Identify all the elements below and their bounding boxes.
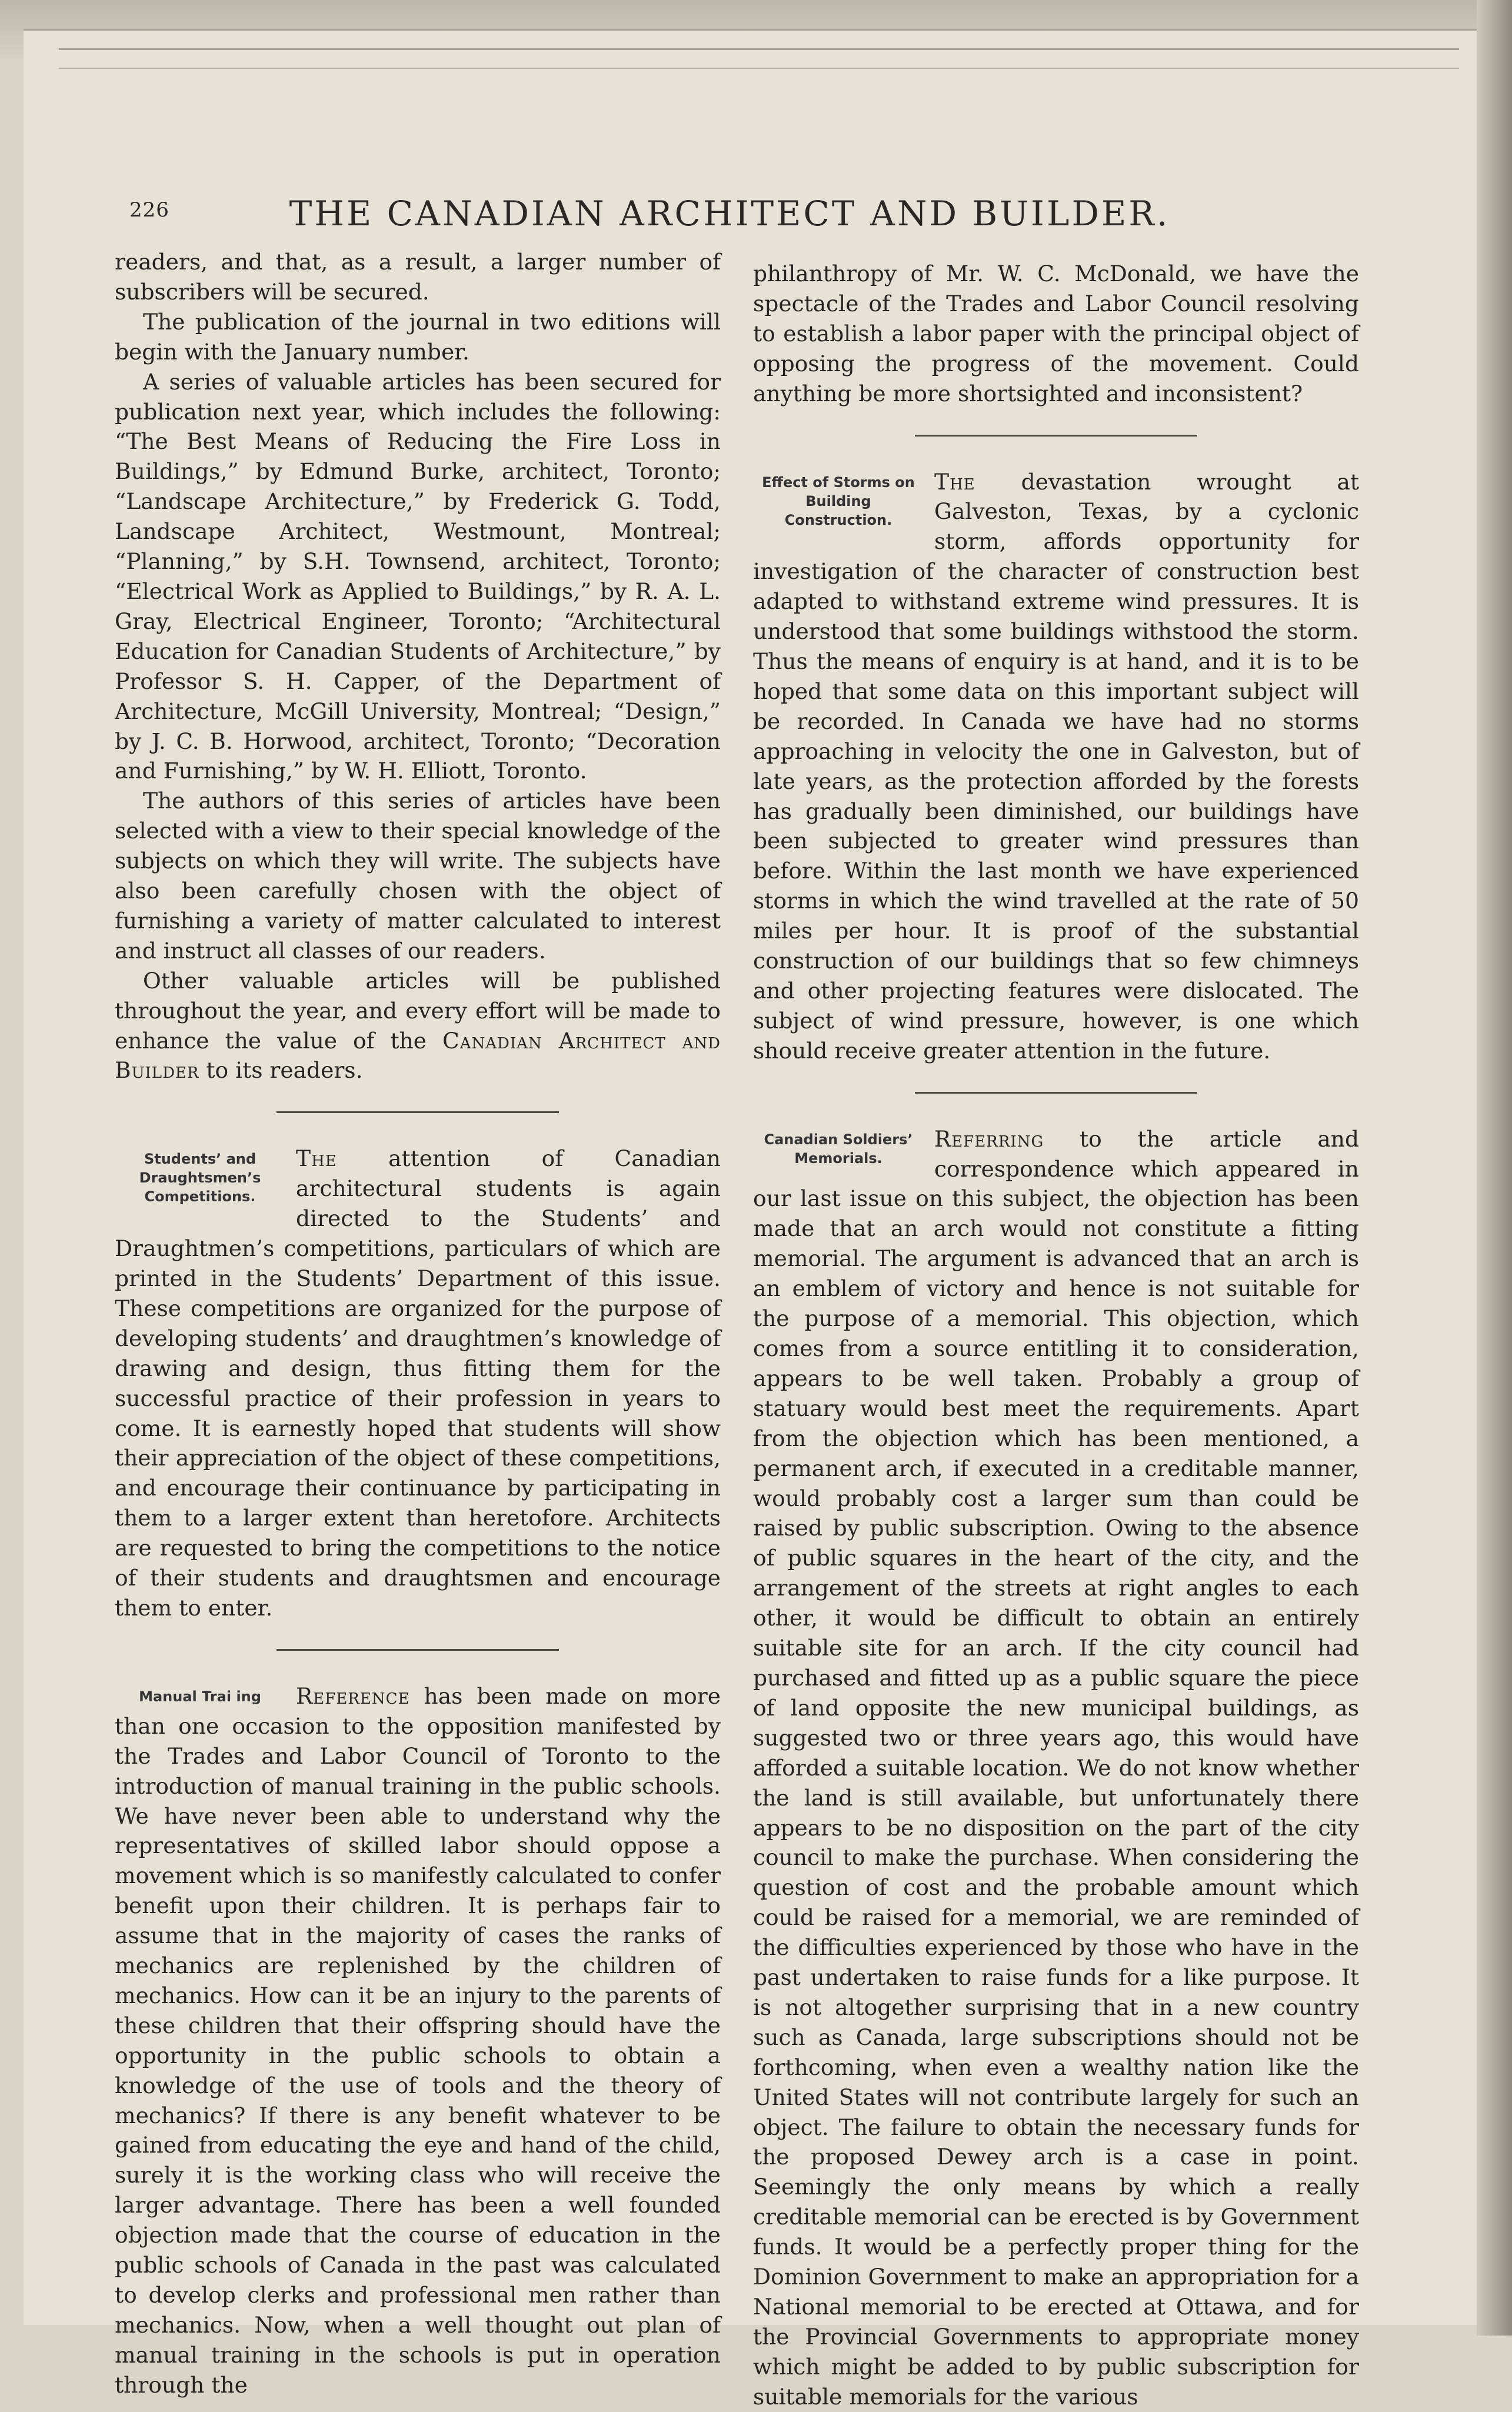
storms-section [753,467,1359,1066]
side-heading: Canadian Soldiers’ Memorials. [764,1131,913,1167]
text-run: to its readers. [199,1057,363,1084]
paragraph: A series of valuable articles has been secured for publication next year, which includes the following: “The Best Means of Reducing the Fire Loss in Buildings,” by Edmund Burke, architect, Toronto; “Landscape Architecture,” by Frederick G. Todd, Landscape Architect, Westmount, Montreal; “Planning,” by S.H. Townsend, architect, Toronto; “Electrical Work as Applied to Buildings,” by R. A. L. Gray, Electrical Engineer, Toronto; “Architectural Education for Canadian Students of Architecture,” by Professor S. H. Capper, of the Department of Architecture, McGill University, Montreal; “Design,” by J. C. B. Horwood, architect, Toronto; “Decoration and Furnishing,” by W. H. Elliott, Toronto. [115,368,721,784]
paragraph: The publication of the journal in two editions will begin with the January number. [115,308,721,365]
paragraph: philanthropy of Mr. W. C. McDonald, we have the spectacle of the Trades and Labor Council resolving to establish a labor paper with the principal object of opposing the progress of the movement. Could anything be more shortsighted and inconsistent? [753,261,1359,407]
section-text: has been made on more than one occasion to the opposition manifested by the Trades and Labor Council of Toronto to the introduction of manual training in the public schools. We have never been able to understand why the representatives of skilled labor should oppose a movement which is so manifestly calculated to confer benefit upon their children. It is perhaps fair to assume that in the majority of cases the ranks of mechanics are replenished by the children of mechanics. How can it be an injury to the parents of these children that their offspring should have the opportunity in the public schools to obtain a knowledge of the use of tools and the theory of mechanics? If there is any benefit whatever to be gained from educating the eye and hand of the child, surely it is the working class who will receive the larger advantage. There has been a well founded objection made that the course of education in the public schools of Canada in the past was calculated to develop clerks and professional men rather than mechanics. Now, when a well thought out plan of manual training in the schools is put in operation through the [115,1683,721,2398]
lead-word: The [934,468,975,495]
paragraph: readers, and that, as a result, a larger number of subscribers will be secured. [115,249,721,305]
section-text: to the article and correspondence which appeared in our last issue on this subject, the objection has been made that an arch would not constitute a fitting memorial. The argument is advanced that an arch is an emblem of victory and hence is not suitable for the purpose of a memorial. This objection, which comes from a source entitling it to consideration, appears to be well taken. Probably a group of statuary would best meet the requirements. Apart from the objection which has been mentioned, a permanent arch, if executed in a creditable manner, would probably cost a larger sum than could be raised by public subscription. Owing to the absence of public squares in the heart of the city, and the arrangement of the streets at right angles to each other, it would be difficult to obtain an entirely suitable site for an arch. If the city council had purchased and fitted up as a public square the piece of land opposite the new municipal buildings, as suggested two or three years ago, this would have afforded a suitable location. We do not know whether the land is still available, but unfortunately there appears to be no disposition on the part of the city council to make the purchase. When considering the question of cost and the probable amount which could be raised for a memorial, we are reminded of the difficulties experienced by those who have in the past undertaken to raise funds for a like purpose. It is not altogether surprising that in a new country such as Canada, large subscriptions should not be forthcoming, when even a wealthy nation like the United States will not contribute largely for such an object. The failure to obtain the necessary funds for the proposed Dewey arch is a case in point. Seemingly the only means by which a really creditable memorial can be erected is by Government funds. It would be a perfectly proper thing for the Dominion Government to make an appropriation for a National memorial to be erected at Ottawa, and for the Provincial Governments to appropriate money which might be added to by public subscription for suitable memorials for the various [753,1125,1359,2410]
manual-training-section [115,1681,721,2400]
side-heading: Effect of Storms on Building Construction. [762,474,915,528]
soldiers-memorials-section [753,1124,1359,2412]
book-binding-edge [1477,0,1512,2336]
paragraph: The authors of this series of articles have been selected with a view to their special knowledge of the subjects on which they will write. The subjects have also been carefully chosen with the object of furnishing a variety of matter calculated to interest and instruct all classes of our readers. [115,788,721,964]
side-heading: Manual Trai ing [139,1688,261,1705]
journal-name: Canadian Architect and Builder [115,1027,721,1084]
lead-word: Referring [934,1125,1044,1152]
lead-word: The [296,1145,337,1172]
lead-word: Reference [296,1683,410,1709]
page-edge-lines [59,48,1459,69]
side-heading: Students’ and Draughtsmen’s Competitions. [139,1151,261,1205]
running-head: THE CANADIAN ARCHITECT AND BUILDER. [289,194,1170,234]
section-rule [277,1649,559,1651]
section-text: devastation wrought at Galveston, Texas, by a cyclonic storm, affords opportunity for investigation of the character of construction best adapted to withstand extreme wind pressures. It is understood that some buildings withstood the storm. Thus the means of enquiry is at hand, and it is to be hoped that some data on this important subject will be recorded. In Canada we have had no storms approaching in velocity the one in Galveston, but of late years, as the protection afforded by the forests has gradually been diminished, our buildings have been subjected to greater wind pressures than before. Within the last month we have experienced storms in which the wind travelled at the rate of 50 miles per hour. It is proof of the substantial construction of our buildings that so few chimneys and other projecting features were dislocated. The subject of wind pressure, however, is one which should receive greater attention in the future. [753,468,1359,1064]
students-section [115,1144,721,1623]
text-run: Other valuable articles will be published throughout the year, and every effort will be made to enhance the value of the [115,967,721,1054]
section-rule [915,435,1197,437]
right-column [753,259,1359,2410]
section-rule [915,1092,1197,1094]
page-header [129,194,1277,244]
section-text: attention of Canadian architectural students is again directed to the Students’ and Draughtmen’s competitions, particulars of which are printed in the Students’ Department of this issue. These competitions are organized for the purpose of developing students’ and draughtmen’s knowledge of drawing and design, thus fitting them for the successful practice of their profession in years to come. It is earnestly hoped that students will show their appreciation of the object of these competitions, and encourage their continuance by participating in them to a larger extent than heretofore. Architects are requested to bring the competitions to the notice of their students and draughtsmen and encourage them to enter. [115,1145,721,1621]
page-number: 226 [129,198,169,222]
paragraph [115,966,721,1086]
left-column [115,247,721,2398]
section-rule [277,1111,559,1113]
